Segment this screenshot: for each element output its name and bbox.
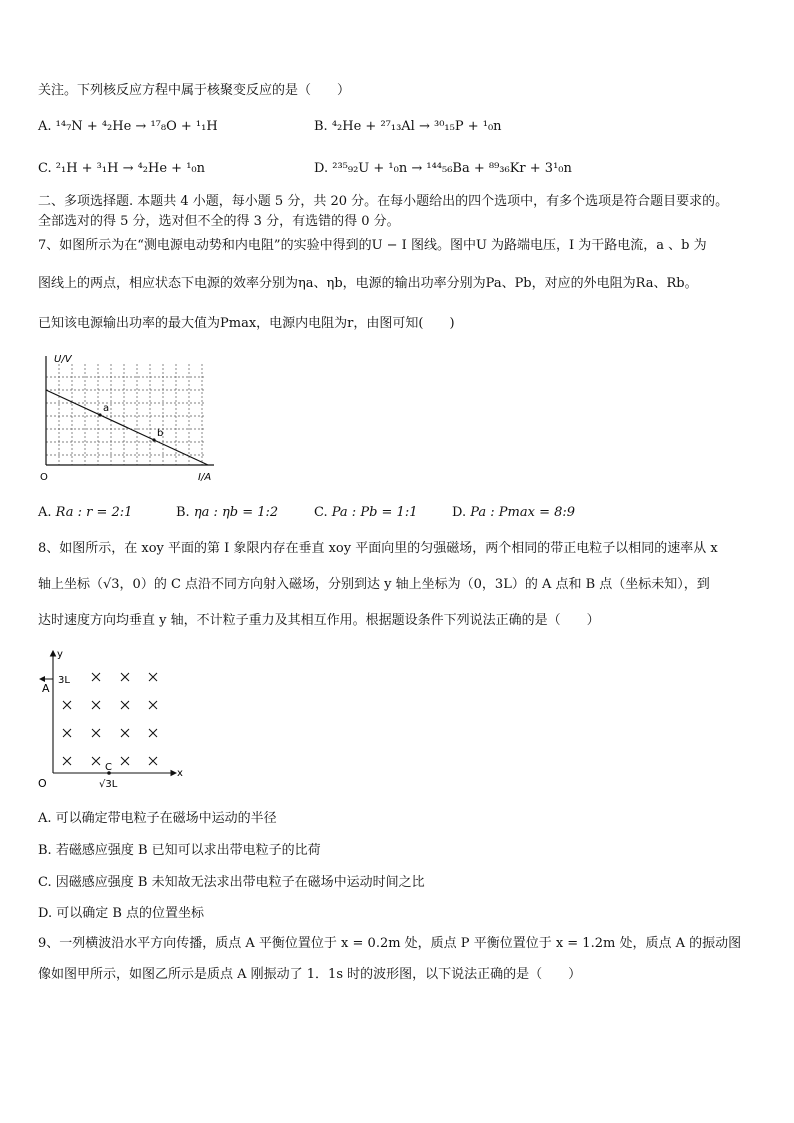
option-label: D. [452,505,467,520]
q6-option-b [314,116,502,138]
option-text: ηa : ηb = 1:2 [193,505,279,520]
origin-label: O [38,777,47,790]
option-text: 可以确定带电粒子在磁场中运动的半径 [55,811,277,826]
q8-option-d [38,903,204,925]
point-a-label: A [42,682,50,695]
ui-line [46,390,208,465]
section2-line1: 二、多项选择题. 本题共 4 小题，每小题 5 分，共 20 分。在每小题给出的四个选项中，有多个选项是符合题目要求的。 [38,194,729,209]
q9-line1: 9、一列横波沿水平方向传播，质点 A 平衡位置位于 x = 0.2m 处，质点 P 平衡位置位于 x = 1.2m 处，质点 A 的振动图 [38,936,742,951]
q8-magnetic-field-figure [36,645,196,795]
q9-line2: 像如图甲所示，如图乙所示是质点 A 刚振动了 1．1s 时的波形图，以下说法正确的是（ ） [38,967,582,982]
option-text: 若磁感应强度 B 已知可以求出带电粒子的比荷 [55,843,321,858]
option-label: B. [176,505,190,520]
q6-stem: 关注。下列核反应方程中属于核聚变反应的是（ ） [38,83,351,98]
label-sqrt3l: √3L [99,779,118,790]
field-into-page-marks [63,673,157,765]
point-b-label: b [157,428,164,439]
q8-line3: 达时速度方向均垂直 y 轴，不计粒子重力及其相互作用。根据题设条件下列说法正确的是（ ） [38,613,600,628]
option-label: D. [38,906,53,921]
q7-option-d [452,502,575,524]
point-a-label: a [103,403,110,414]
q7-option-b [176,502,278,524]
q7-option-c [314,502,417,524]
q8-option-b [38,840,321,862]
q7-line3: 已知该电源输出功率的最大值为Pmax，电源内电阻为r，由图可知( ) [38,316,455,331]
option-label: A. [38,119,52,134]
point-c-label: C [105,762,112,773]
origin-label: O [40,472,48,483]
grid-lines [46,364,206,465]
option-text: 可以确定 B 点的位置坐标 [56,906,205,921]
option-text: ²³⁵₉₂U + ¹₀n → ¹⁴⁴₅₆Ba + ⁸⁹₃₆Kr + 3¹₀n [332,161,572,176]
option-label: C. [314,505,328,520]
option-text: Ra : r = 2:1 [55,505,133,520]
q8-option-a [38,808,277,830]
option-label: A. [38,505,52,520]
option-label: B. [38,843,52,858]
option-text: Pa : Pb = 1:1 [331,505,418,520]
option-label: C. [38,875,52,890]
option-label: C. [38,161,52,176]
q7-line2: 图线上的两点，相应状态下电源的效率分别为ηa、ηb，电源的输出功率分别为Pa、Pb，对应的外电阻为Ra、Rb。 [38,276,698,291]
label-3l: 3L [58,675,70,686]
option-text: ¹⁴₇N + ⁴₂He → ¹⁷₈O + ¹₁H [55,119,218,134]
q6-option-c [38,158,205,180]
point-b [152,438,155,441]
q8-option-c [38,872,425,894]
q7-line1: 7、如图所示为在“测电源电动势和内电阻”的实验中得到的U − I 图线。图中U 为路端电压，I 为干路电流，a 、b 为 [38,238,707,253]
q8-line2: 轴上坐标（√3，0）的 C 点沿不同方向射入磁场，分别到达 y 轴上坐标为（0，3L）的 A 点和 B 点（坐标未知），到 [38,577,710,592]
x-axis-label: I/A [198,472,212,483]
section2-line2: 全部选对的得 5 分，选对但不全的得 3 分，有选错的得 0 分。 [38,214,400,229]
option-text: 因磁感应强度 B 未知故无法求出带电粒子在磁场中运动时间之比 [55,875,425,890]
option-label: D. [314,161,329,176]
option-label: A. [38,811,52,826]
y-axis-label: y [57,649,63,660]
y-axis-label: U/V [54,354,72,365]
q7-ui-graph [36,350,226,485]
x-axis-label: x [177,768,183,779]
option-text: Pa : Pmax = 8:9 [470,505,576,520]
point-a [98,413,101,416]
option-label: B. [314,119,328,134]
option-text: ²₁H + ³₁H → ⁴₂He + ¹₀n [55,161,206,176]
q8-line1: 8、如图所示，在 xoy 平面的第 I 象限内存在垂直 xoy 平面向里的匀强磁场，两个相同的带正电粒子以相同的速率从 x [38,541,718,556]
option-text: ⁴₂He + ²⁷₁₃Al → ³⁰₁₅P + ¹₀n [331,119,502,134]
q7-option-a [38,502,132,524]
q6-option-a [38,116,218,138]
q6-option-d [314,158,572,180]
